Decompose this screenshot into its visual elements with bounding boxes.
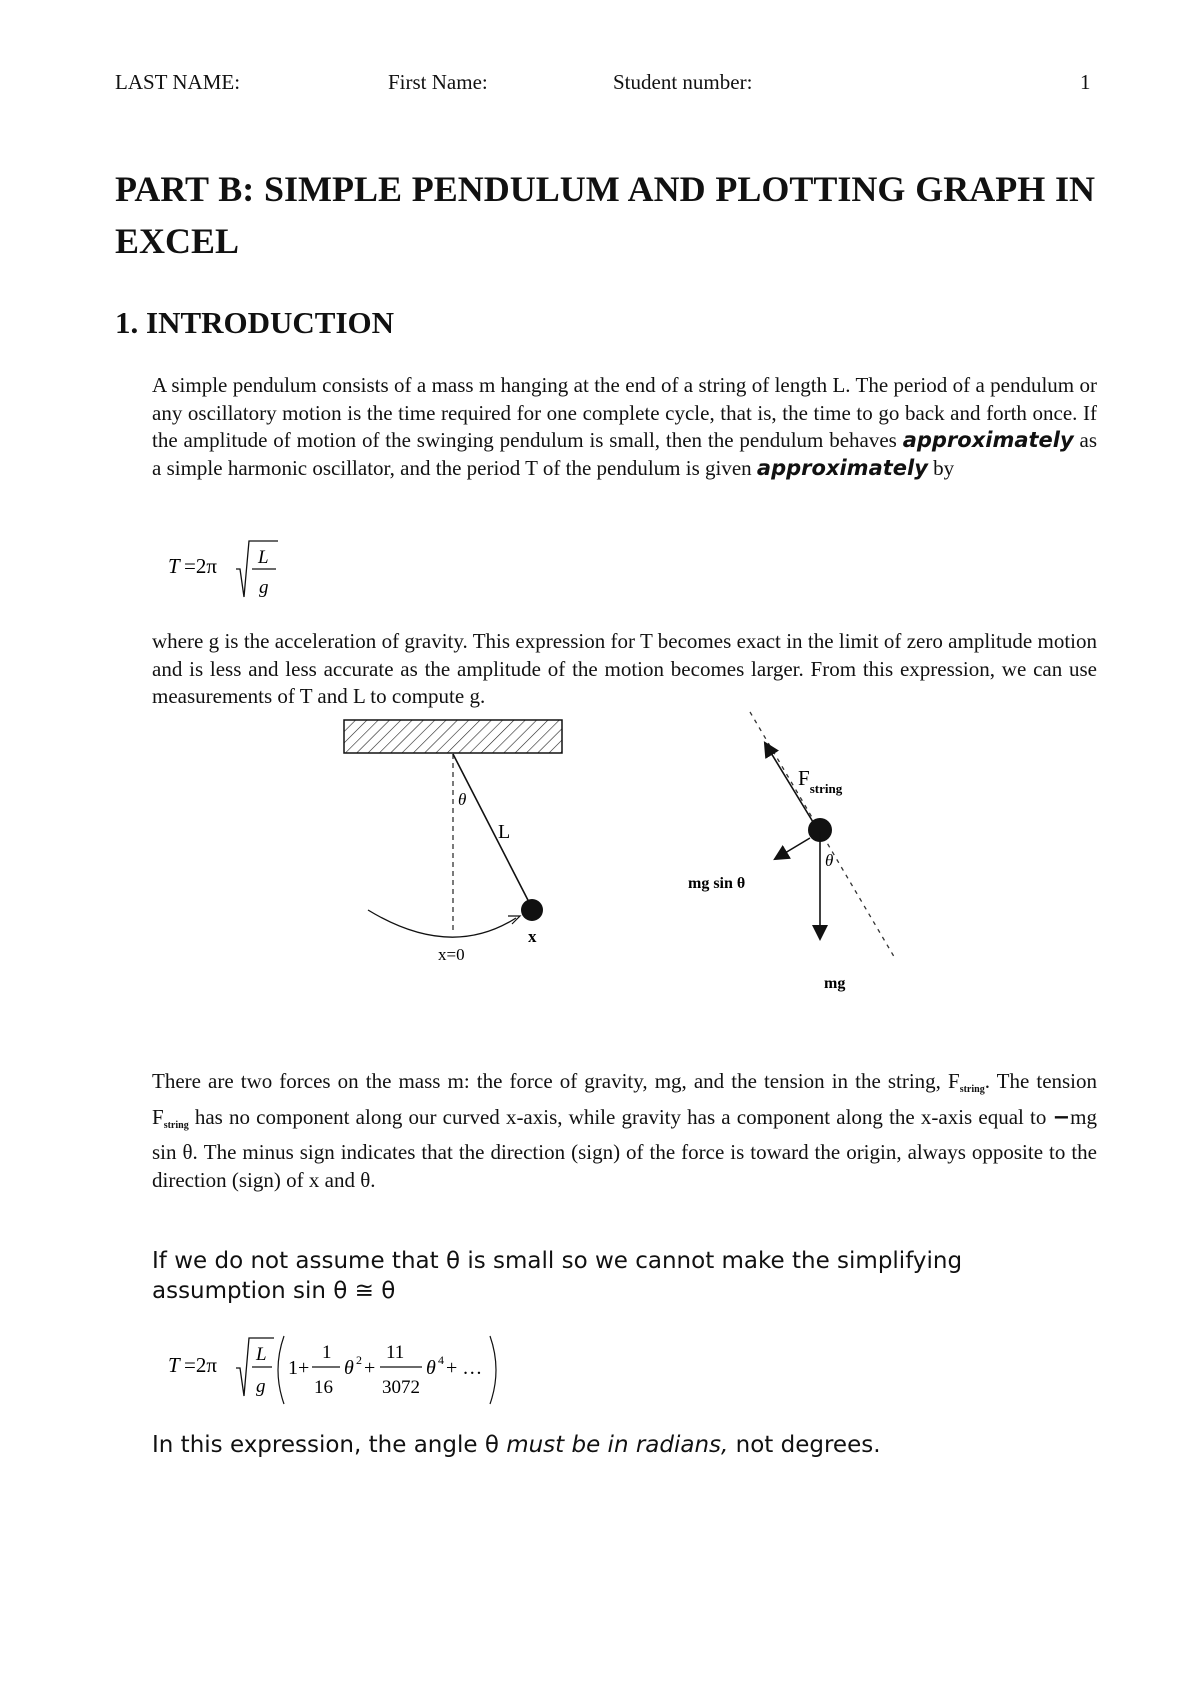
ceiling-support [344,720,562,753]
intro-text-2: as a simple harmonic oscillator, and the period T of the pendulum is given [152,428,1098,480]
intro-text-1: A simple pendulum consists of a mass m hanging at the end of a string of length L. The period of a pendulum or any oscillatory motion is the time required for one complete cycle, that is, the time to go back and forth once. If the amplitude of motion of the swinging pendulum is small, then the pendulum behaves [152,373,1097,452]
forces-sub-1: string [959,1084,985,1095]
series-num: L [256,1344,267,1365]
force-string-label: $F_{string}$ [798,766,843,796]
period-formula [160,535,300,605]
series-f2-num: 11 [386,1342,405,1363]
radians-text-1: In this expression, the angle θ [152,1432,499,1458]
mg-label: mg [824,975,846,992]
series-exp2: 2 [356,1353,362,1367]
theta-label: θ [458,790,467,809]
pendulum-diagram [320,710,920,1000]
page-number: 1 [1080,70,1091,94]
formula-lhs: T [168,554,180,578]
formula-eq: =2π [184,554,217,578]
intro-emphasis-2: approximately [756,455,928,480]
series-formula [160,1330,540,1410]
section-heading: 1. INTRODUCTION [115,305,395,340]
force-theta-label: θ [825,851,834,870]
forces-text-1: There are two forces on the mass m: the force of gravity, mg, and the tension in the string, F [152,1069,960,1093]
series-f2-den: 3072 [382,1377,420,1398]
forces-text-1-end: . [984,1069,990,1093]
intro-text-3: by [933,455,955,480]
series-tail: + … [446,1357,483,1379]
length-label: L [498,821,511,843]
series-lhs: T [168,1353,180,1377]
gravity-paragraph: where g is the acceleration of gravity. This expression for T becomes exact in the limit of zero amplitude motion and is less and less accurate as the amplitude of the motion becomes larger. From this expression, we can use measurements of T and L to compute g. [152,629,1097,708]
series-den: g [256,1376,266,1397]
series-exp4: 4 [438,1353,444,1367]
radians-text-2: not degrees. [735,1432,881,1458]
series-one: 1+ [288,1357,310,1379]
series-plus: + [364,1357,376,1379]
pendulum-string [453,754,532,908]
intro-emphasis-1: approximately [902,428,1074,452]
mg-sin-label: mg sin θ [688,875,746,892]
forces-text-2: The tension F [152,1069,1098,1129]
forces-paragraph [152,1068,1097,1194]
page-title: PART B: SIMPLE PENDULUM AND PLOTTING GRAPH IN EXCEL [115,169,1095,261]
minus-sign: − [1052,1104,1071,1129]
formula-num: L [258,547,269,568]
x-zero-label: x=0 [438,945,465,964]
series-theta4: θ [426,1357,436,1379]
radians-note [152,1430,1092,1460]
first-name-label: First Name: [388,70,488,94]
large-angle-paragraph: If we do not assume that θ is small so we cannot make the simplifying assumption sin θ ≅ θ [152,1248,963,1304]
restoring-force-arrow [780,838,810,856]
last-name-label: LAST NAME: [115,70,241,94]
series-f1-num: 1 [322,1342,332,1363]
intro-paragraph [152,372,1097,482]
x-label: x [528,927,537,946]
forces-sub-2: string [163,1119,189,1131]
forces-text-4: mg sin θ. The minus sign indicates that the direction (sign) of the force is toward the origin, always opposite to the direction (sign) of x and θ. [152,1104,1097,1192]
radians-emphasis: must be in radians, [506,1432,729,1458]
forces-text-3: has no component along our curved x-axis, while gravity has a component along the x-axis equal to [194,1104,1047,1129]
pendulum-bob [521,899,543,921]
series-eq: =2π [184,1353,217,1377]
series-f1-den: 16 [314,1377,333,1398]
series-theta2: θ [344,1357,354,1379]
formula-den: g [259,577,269,598]
student-number-label: Student number: [613,70,753,94]
